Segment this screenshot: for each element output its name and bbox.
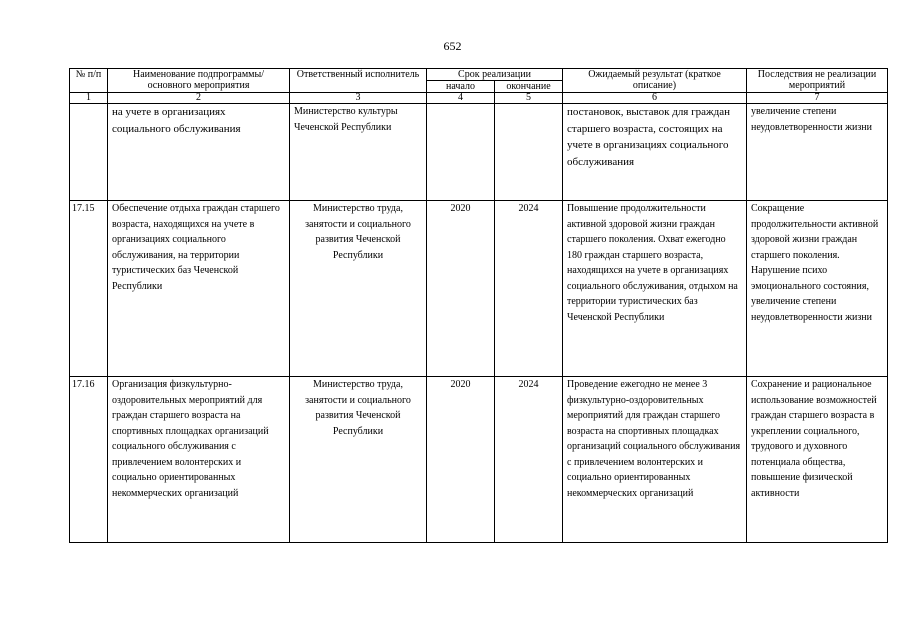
activity-name: Организация физкультурно-оздоровительных мероприятий для граждан старшего возраста на спортивных площадках организаций социального обслуживания с привлечением волонтерских и социально ориентированных некоммерческих организаций — [108, 377, 290, 543]
column-number: 7 — [747, 93, 888, 104]
header-name: Наименование подпрограммы/ основного мероприятия — [108, 69, 290, 93]
end-year: 2024 — [495, 377, 563, 543]
row-number: 17.16 — [70, 377, 108, 543]
header-period: Срок реализации — [427, 69, 563, 81]
end-year: 2024 — [495, 201, 563, 377]
column-number: 5 — [495, 93, 563, 104]
header-start: начало — [427, 81, 495, 93]
row-number — [70, 104, 108, 201]
column-number: 3 — [290, 93, 427, 104]
expected-result: постановок, выставок для граждан старшего возраста, состоящих на учете в организациях социального обслуживания — [563, 104, 747, 201]
header-executor: Ответственный исполнитель — [290, 69, 427, 93]
column-number: 1 — [70, 93, 108, 104]
start-year — [427, 104, 495, 201]
header-end: окончание — [495, 81, 563, 93]
column-number: 4 — [427, 93, 495, 104]
row-number: 17.15 — [70, 201, 108, 377]
executor: Министерство труда, занятости и социального развития Чеченской Республики — [290, 377, 427, 543]
header-result: Ожидаемый результат (краткое описание) — [563, 69, 747, 93]
column-number-row — [70, 93, 888, 104]
header-num: № п/п — [70, 69, 108, 93]
start-year: 2020 — [427, 377, 495, 543]
activity-name: Обеспечение отдыха граждан старшего возраста, находящихся на учете в организациях социального обслуживания, на территории туристических баз Чеченской Республики — [108, 201, 290, 377]
consequence: увеличение степени неудовлетворенности жизни — [747, 104, 888, 201]
expected-result: Повышение продолжительности активной здоровой жизни граждан старшего поколения. Охват ежегодно 180 граждан старшего возраста, находящихся на учете в организациях социального обслуживания, отдыхом на территории туристических баз Чеченской Республики — [563, 201, 747, 377]
column-number: 6 — [563, 93, 747, 104]
table-row — [70, 201, 888, 377]
program-table — [69, 68, 888, 543]
executor: Министерство культуры Чеченской Республики — [290, 104, 427, 201]
consequence: Сокращение продолжительности активной здоровой жизни граждан старшего поколения. Нарушение психо эмоционального состояния, увеличение степени неудовлетворенности жизни — [747, 201, 888, 377]
page-number: 652 — [443, 39, 462, 53]
table-row — [70, 104, 888, 201]
expected-result: Проведение ежегодно не менее 3 физкультурно-оздоровительных мероприятий для граждан старшего возраста на спортивных площадках организаций социального обслуживания с привлечением волонтерских и социально ориентированных некоммерческих организаций — [563, 377, 747, 543]
start-year: 2020 — [427, 201, 495, 377]
activity-name: на учете в организациях социального обслуживания — [108, 104, 290, 201]
header-row — [70, 69, 888, 81]
header-consequence: Последствия не реализации мероприятий — [747, 69, 888, 93]
consequence: Сохранение и рациональное использование возможностей граждан старшего возраста в укреплении социального, трудового и духовного потенциала общества, повышение физической активности — [747, 377, 888, 543]
executor: Министерство труда, занятости и социального развития Чеченской Республики — [290, 201, 427, 377]
table-row — [70, 377, 888, 543]
column-number: 2 — [108, 93, 290, 104]
end-year — [495, 104, 563, 201]
